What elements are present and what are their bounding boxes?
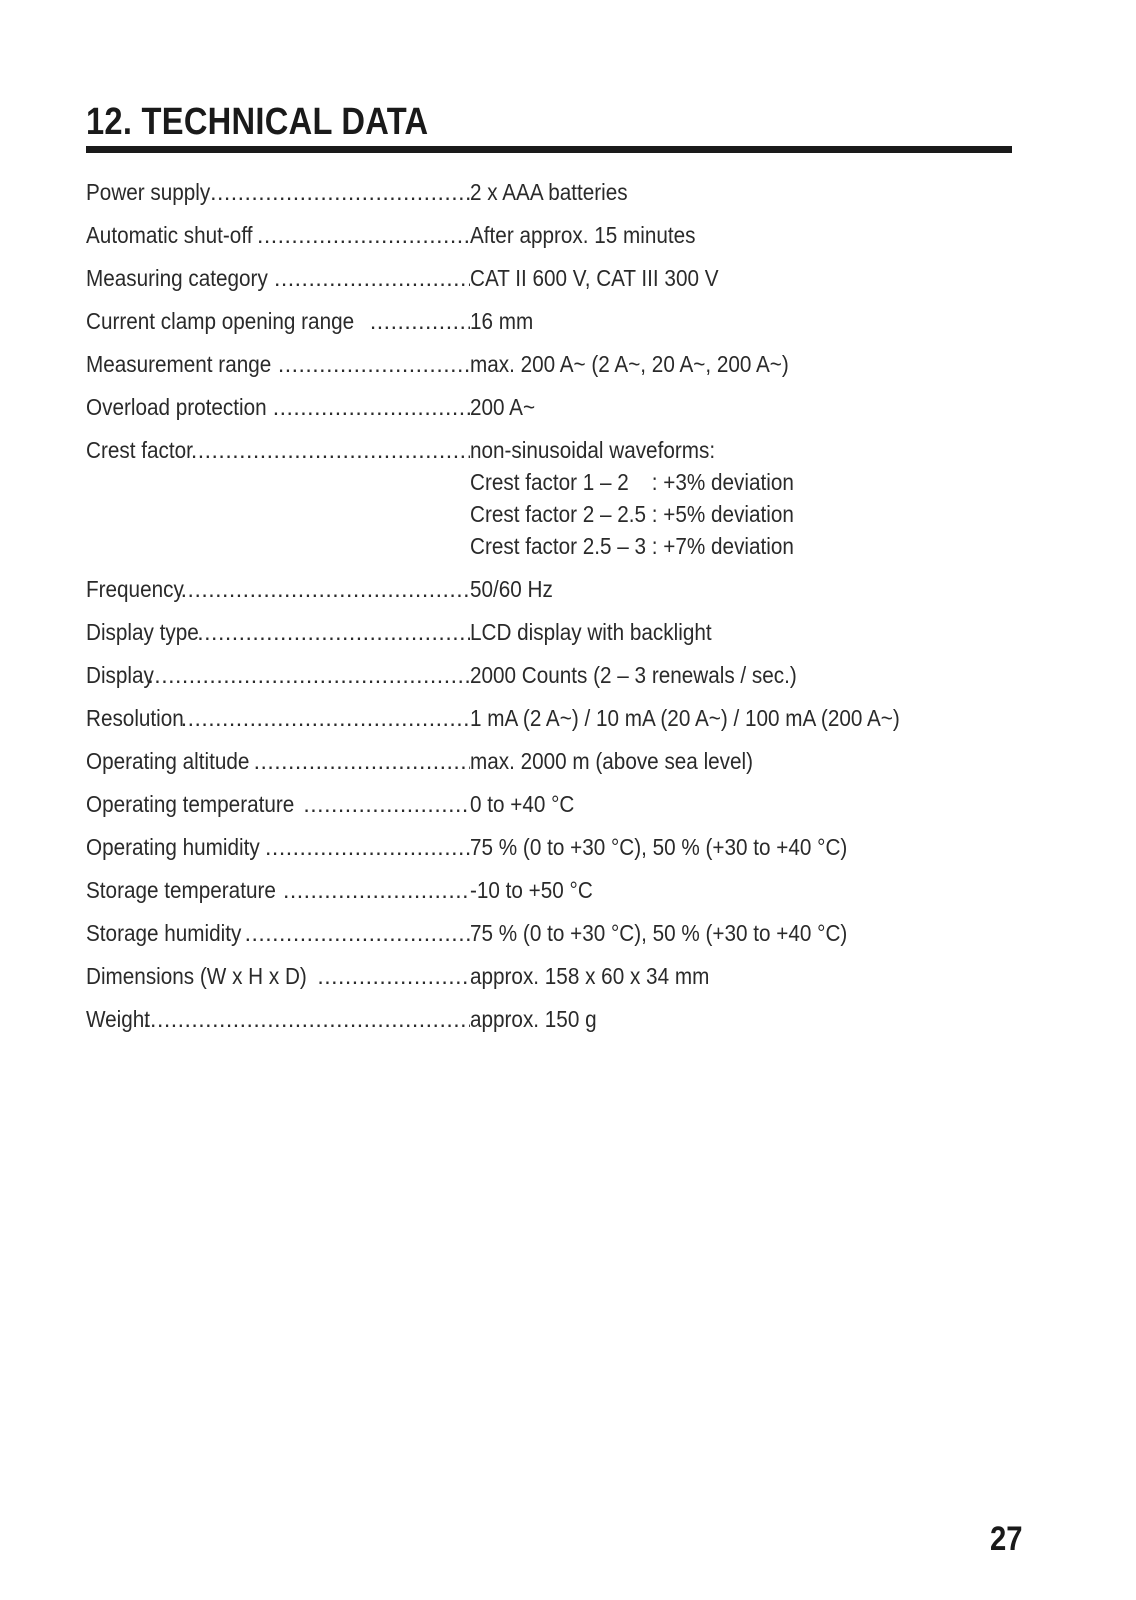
- spec-value-column: [470, 305, 540, 337]
- spec-value-column: [470, 1003, 611, 1035]
- spec-value: LCD display with backlight: [470, 619, 712, 645]
- spec-label-column: [86, 917, 470, 949]
- spec-value: Crest factor 2 – 2.5 : +5% deviation: [470, 501, 794, 527]
- spec-row: [86, 831, 1086, 863]
- spec-row: [86, 1003, 1086, 1035]
- spec-value: max. 200 A~ (2 A~, 20 A~, 200 A~): [470, 351, 789, 377]
- spec-label-column: [86, 219, 470, 251]
- spec-row: [86, 960, 1086, 992]
- spec-value: Crest factor 2.5 – 3 : +7% deviation: [470, 533, 794, 559]
- spec-row: [86, 176, 1086, 208]
- spec-label-column: [86, 745, 470, 777]
- spec-label-column: [86, 305, 470, 337]
- spec-value-column: [470, 745, 785, 777]
- dot-leader: [191, 434, 470, 466]
- dot-leader: [370, 305, 470, 337]
- spec-value-column: [470, 391, 542, 423]
- dot-leader: [143, 1003, 470, 1035]
- spec-label: Overload protection: [86, 394, 267, 420]
- dot-leader: [181, 573, 470, 605]
- spec-label-column: [86, 788, 470, 820]
- spec-row: [86, 616, 1086, 648]
- spec-value-column: [470, 573, 562, 605]
- spec-label: Current clamp opening range: [86, 308, 355, 334]
- spec-value: Crest factor 1 – 2 : +3% deviation: [470, 469, 794, 495]
- spec-label-column: [86, 960, 470, 992]
- spec-value: After approx. 15 minutes: [470, 222, 696, 248]
- spec-row: [86, 434, 1086, 562]
- spec-label-column: [86, 348, 470, 380]
- spec-value: -10 to +50 °C: [470, 877, 593, 903]
- dot-leader: [273, 391, 470, 423]
- spec-value: 200 A~: [470, 394, 536, 420]
- spec-row: [86, 348, 1086, 380]
- spec-row: [86, 262, 1086, 294]
- spec-label: Storage humidity: [86, 920, 242, 946]
- spec-label: Dimensions (W x H x D): [86, 963, 307, 989]
- dot-leader: [265, 831, 470, 863]
- dot-leader: [245, 917, 470, 949]
- dot-leader: [257, 219, 470, 251]
- dot-leader: [283, 874, 470, 906]
- dot-leader: [147, 659, 470, 691]
- spec-label: Power supply: [86, 179, 211, 205]
- spec-label-column: [86, 262, 470, 294]
- dot-leader: [254, 745, 470, 777]
- dot-leader: [181, 702, 470, 734]
- spec-value-column: [470, 874, 606, 906]
- spec-value: CAT II 600 V, CAT III 300 V: [470, 265, 719, 291]
- spec-label-column: [86, 702, 470, 734]
- spec-row: [86, 745, 1086, 777]
- spec-value-column: [470, 434, 830, 562]
- technical-data-list: [86, 176, 1086, 1046]
- spec-value-column: [470, 960, 736, 992]
- spec-row: [86, 219, 1086, 251]
- spec-value-column: [470, 176, 645, 208]
- spec-label: Weight: [86, 1006, 151, 1032]
- spec-row: [86, 917, 1086, 949]
- spec-value-column: [470, 917, 889, 949]
- page-title: 12. TECHNICAL DATA: [86, 101, 429, 143]
- spec-value-column: [470, 831, 889, 863]
- spec-value: 2000 Counts (2 – 3 renewals / sec.): [470, 662, 797, 688]
- dot-leader: [278, 348, 470, 380]
- spec-value: 50/60 Hz: [470, 576, 553, 602]
- spec-label: Resolution: [86, 705, 184, 731]
- spec-label-column: [86, 1003, 470, 1035]
- spec-label: Operating altitude: [86, 748, 250, 774]
- spec-label-column: [86, 434, 470, 466]
- spec-label-column: [86, 616, 470, 648]
- spec-label: Frequency: [86, 576, 184, 602]
- spec-label: Measuring category: [86, 265, 268, 291]
- spec-value: 2 x AAA batteries: [470, 179, 628, 205]
- section-heading: [86, 100, 1012, 153]
- page-number: 27: [990, 1520, 1023, 1558]
- dot-leader: [317, 960, 470, 992]
- dot-leader: [210, 176, 470, 208]
- spec-value: 16 mm: [470, 308, 534, 334]
- spec-value-column: [470, 702, 948, 734]
- spec-value-column: [470, 219, 721, 251]
- spec-label-column: [86, 391, 470, 423]
- spec-value-column: [470, 348, 824, 380]
- spec-value-column: [470, 659, 833, 691]
- spec-value-column: [470, 616, 738, 648]
- spec-row: [86, 305, 1086, 337]
- spec-label-column: [86, 573, 470, 605]
- spec-label: Storage temperature: [86, 877, 276, 903]
- spec-value: 75 % (0 to +30 °C), 50 % (+30 to +40 °C): [470, 834, 848, 860]
- spec-label: Operating humidity: [86, 834, 260, 860]
- spec-label: Display: [86, 662, 154, 688]
- spec-label-column: [86, 831, 470, 863]
- spec-label: Operating temperature: [86, 791, 295, 817]
- spec-value: approx. 150 g: [470, 1006, 597, 1032]
- spec-label: Display type: [86, 619, 199, 645]
- dot-leader: [274, 262, 470, 294]
- spec-value: 0 to +40 °C: [470, 791, 575, 817]
- spec-value: 1 mA (2 A~) / 10 mA (20 A~) / 100 mA (200 A~): [470, 705, 900, 731]
- spec-value-column: [470, 262, 746, 294]
- spec-value-column: [470, 788, 586, 820]
- spec-value: max. 2000 m (above sea level): [470, 748, 754, 774]
- spec-label: Measurement range: [86, 351, 272, 377]
- spec-value: 75 % (0 to +30 °C), 50 % (+30 to +40 °C): [470, 920, 848, 946]
- spec-label-column: [86, 659, 470, 691]
- spec-label-column: [86, 874, 470, 906]
- spec-row: [86, 391, 1086, 423]
- spec-row: [86, 788, 1086, 820]
- spec-label-column: [86, 176, 470, 208]
- spec-row: [86, 702, 1086, 734]
- dot-leader: [197, 616, 470, 648]
- spec-value: non-sinusoidal waveforms:: [470, 437, 716, 463]
- spec-row: [86, 659, 1086, 691]
- spec-row: [86, 874, 1086, 906]
- spec-value: approx. 158 x 60 x 34 mm: [470, 963, 710, 989]
- dot-leader: [303, 788, 470, 820]
- spec-label: Crest factor: [86, 437, 193, 463]
- spec-label: Automatic shut-off: [86, 222, 253, 248]
- spec-row: [86, 573, 1086, 605]
